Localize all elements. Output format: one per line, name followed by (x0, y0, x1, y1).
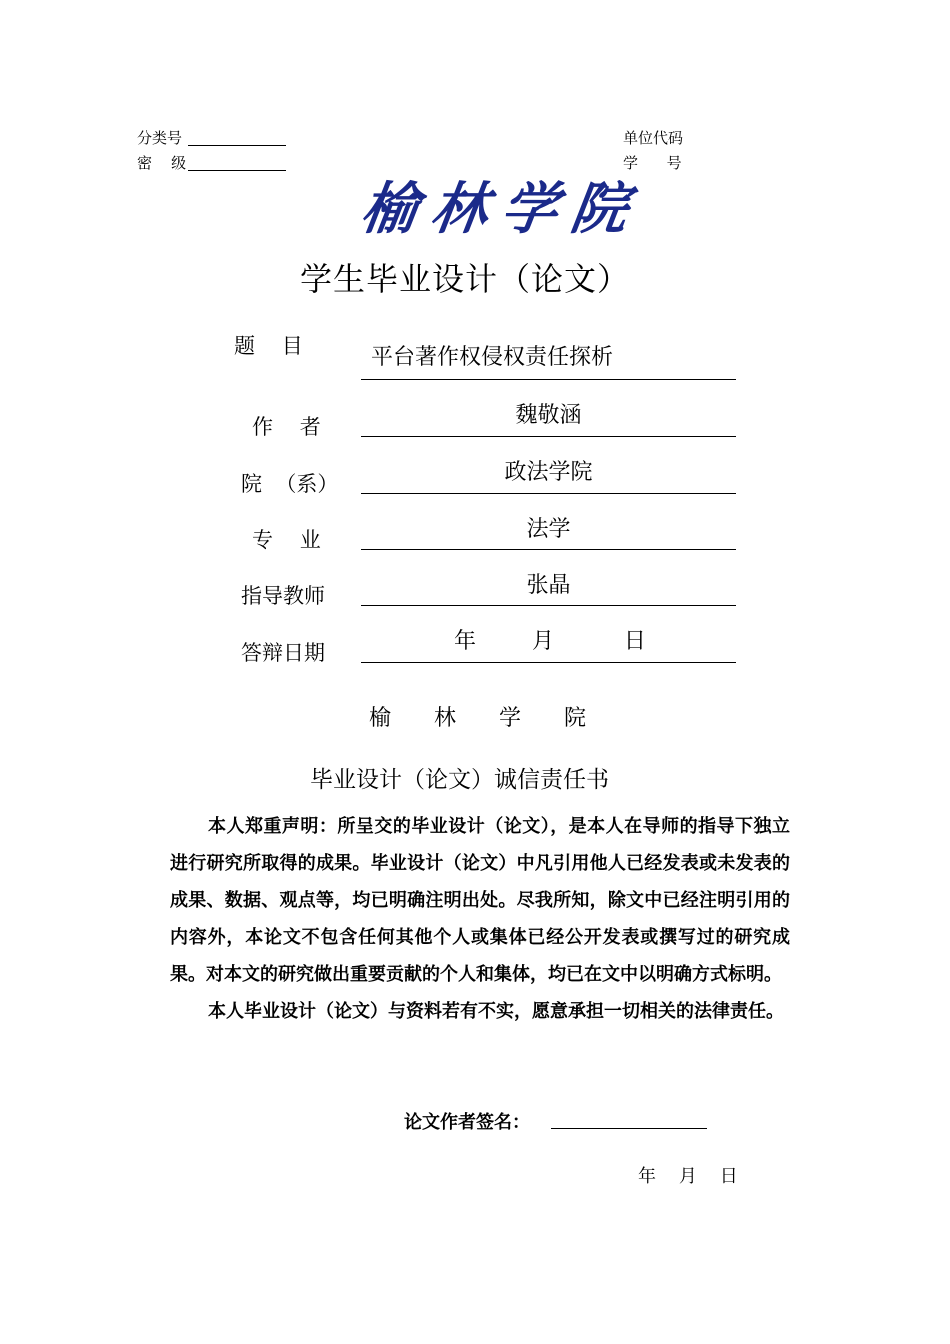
college-label: 院 （系） (241, 472, 339, 496)
integrity-body (170, 808, 790, 1030)
signature-label: 论文作者签名： (404, 1112, 530, 1133)
advisor-underline (361, 605, 736, 606)
defense-date-value: 年 月 日 (454, 629, 646, 654)
signature-date: 年 月 日 (638, 1166, 738, 1187)
signature-line[interactable] (551, 1128, 707, 1129)
author-label: 作 者 (252, 415, 321, 439)
classification-blank (188, 145, 286, 146)
institution-logo: 榆林学院 (356, 176, 647, 242)
college-underline (361, 493, 736, 494)
integrity-paragraph-1: 本人郑重声明：所呈交的毕业设计（论文），是本人在导师的指导下独立进行研究所取得的成果。毕业设计（论文）中凡引用他人已经发表或未发表的成果、数据、观点等，均已明确注明出处。尽我所知，除文中已经注明引用的内容外，本论文不包含任何其他个人或集体已经公开发表或撰写过的研究成果。对本文的研究做出重要贡献的个人和集体，均已在文中以明确方式标明。 (170, 816, 790, 985)
advisor-value: 张晶 (526, 573, 571, 598)
unit-code-label: 单位代码 (623, 129, 684, 147)
college-value: 政法学院 (504, 460, 593, 485)
advisor-label: 指导教师 (241, 584, 325, 608)
secrecy-blank (188, 170, 286, 171)
page-title: 学生毕业设计（论文） (300, 260, 631, 298)
student-no-label: 学 号 (623, 154, 682, 172)
author-underline (361, 436, 736, 437)
integrity-title: 毕业设计（论文）诚信责任书 (310, 767, 609, 793)
major-value: 法学 (526, 517, 571, 542)
classification-label: 分类号 (137, 129, 183, 147)
major-underline (361, 549, 736, 550)
defense-date-label: 答辩日期 (241, 641, 325, 665)
title-underline (361, 379, 736, 380)
title-label: 题 目 (234, 334, 303, 358)
defense-date-underline (361, 662, 736, 663)
title-value: 平台著作权侵权责任探析 (371, 345, 614, 370)
major-label: 专 业 (252, 528, 321, 552)
institution-name: 榆 林 学 院 (369, 706, 604, 731)
secrecy-label: 密 级 (137, 154, 187, 172)
integrity-paragraph-2: 本人毕业设计（论文）与资料若有不实，愿意承担一切相关的法律责任。 (208, 1001, 784, 1022)
author-value: 魏敬涵 (515, 403, 582, 428)
